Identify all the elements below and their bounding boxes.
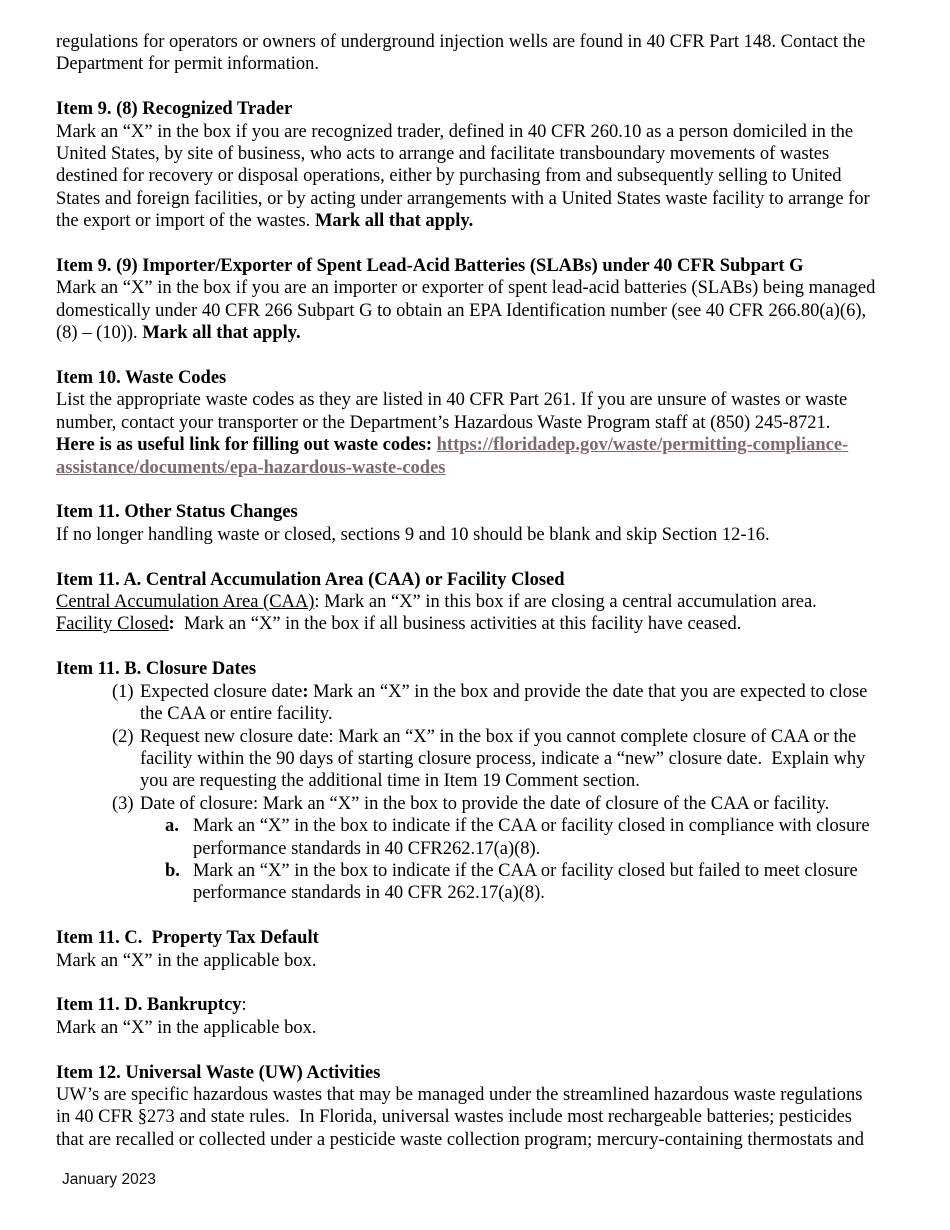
item-9-9-body [56, 277, 880, 344]
item-11b-heading: Item 11. B. Closure Dates [56, 659, 257, 680]
item-11-text: If no longer handling waste or closed, sections 9 and 10 should be blank and skip Section 12-16. [56, 524, 770, 545]
item-11a-caa-label: Central Accumulation Area (CAA) [56, 592, 315, 613]
item-9-8-bold-tail: Mark all that apply. [314, 211, 474, 232]
item-9-9-text: Mark an “X” in the box if you are an importer or exporter of spent lead-acid batteries (SLABs) being managed domestically under 40 CFR 266 Subpart G to obtain an EPA Identification number (see 40 CFR 266.80(a)(6), (8) – (10)). [56, 278, 880, 344]
item-11d-body [56, 1017, 880, 1039]
closure-date-item-3-text [140, 793, 880, 815]
closure-date-item-1-lead: Expected closure date [140, 681, 303, 702]
item-11c-text: Mark an “X” in the applicable box. [56, 950, 317, 971]
closure-subitem-a [56, 815, 880, 860]
item-9-9-heading: Item 9. (9) Importer/Exporter of Spent Lead-Acid Batteries (SLABs) under 40 CFR Subpart G [56, 256, 804, 277]
section-item-11c [56, 927, 880, 972]
list-marker: (3) [112, 793, 134, 814]
closure-subitem-a-rest: Mark an “X” in the box to indicate if the CAA or facility closed in compliance with closure performance standards in 40 CFR262.17(a)(8). [193, 816, 875, 859]
item-12-body [56, 1084, 880, 1151]
item-9-8-text: Mark an “X” in the box if you are recognized trader, defined in 40 CFR 260.10 as a person domiciled in the United States, by site of business, who acts to arrange and facilitate transboundary movements of wastes destined for recovery or disposal operations, either by purchasing from and subsequently selling to United States and foreign facilities, or by acting under arrangements with a United States waste facility to arrange for the export or import of the wastes. [56, 121, 875, 232]
closure-sublist [56, 815, 880, 905]
waste-codes-link[interactable]: https://floridadep.gov/waste/permitting-compliance-assistance/documents/epa-hazardous-waste-codes [56, 435, 849, 478]
closure-date-item-2-text [140, 726, 880, 793]
list-marker: b. [165, 860, 180, 881]
item-11a-closed-text: Mark an “X” in the box if all business activities at this facility have ceased. [174, 614, 742, 635]
item-12-text: UW’s are specific hazardous wastes that may be managed under the streamlined hazardous waste regulations in 40 CFR §273 and state rules. In Florida, universal wastes include most rechargeable batteries; pesticides that are recalled or collected under a pesticide waste collection program; mercury-containing thermostats and [56, 1084, 868, 1150]
item-11a-closed-line [56, 613, 880, 635]
item-9-8-body [56, 121, 880, 233]
closure-date-item-3 [56, 793, 880, 815]
item-11d-heading-text: Item 11. D. Bankruptcy [56, 995, 242, 1016]
closure-date-item-3-rest: Date of closure: Mark an “X” in the box to provide the date of closure of the CAA or facility. [140, 793, 830, 814]
item-11a-caa-text: : Mark an “X” in this box if are closing a central accumulation area. [314, 592, 817, 613]
section-item-12 [56, 1062, 880, 1152]
closure-date-item-2 [56, 726, 880, 793]
item-9-8-heading: Item 9. (8) Recognized Trader [56, 99, 293, 120]
item-10-body [56, 389, 880, 434]
item-11a-closed-colon: : [168, 614, 175, 635]
item-9-9-bold-tail: Mark all that apply. [142, 323, 301, 344]
item-11-heading: Item 11. Other Status Changes [56, 502, 298, 523]
intro-paragraph [56, 31, 880, 76]
closure-subitem-b [56, 860, 880, 905]
intro-text: regulations for operators or owners of underground injection wells are found in 40 CFR Part 148. Contact the Department for permit information. [56, 32, 871, 75]
item-11d-heading-colon: : [241, 995, 247, 1016]
item-11a-heading: Item 11. A. Central Accumulation Area (CAA) or Facility Closed [56, 569, 565, 590]
closure-subitem-b-text [193, 860, 880, 905]
section-item-11d [56, 994, 880, 1039]
item-11c-heading: Item 11. C. Property Tax Default [56, 928, 319, 949]
closure-subitem-b-rest: Mark an “X” in the box to indicate if the CAA or facility closed but failed to meet closure performance standards in 40 CFR 262.17(a)(8). [193, 860, 863, 904]
closure-date-item-1-rest: Mark an “X” in the box and provide the date that you are expected to close the CAA or entire facility. [140, 681, 873, 725]
section-item-11a [56, 569, 880, 636]
footer-date: January 2023 [62, 1171, 156, 1189]
section-item-9-9 [56, 255, 880, 345]
section-item-11b [56, 658, 880, 904]
item-11a-caa-line [56, 591, 880, 613]
item-11-body [56, 524, 880, 546]
item-10-link-lead: Here is as useful link for filling out waste codes: [56, 435, 437, 456]
section-item-11 [56, 501, 880, 546]
list-marker: a. [165, 816, 179, 837]
closure-dates-list [56, 681, 880, 815]
section-item-9-8 [56, 98, 880, 232]
closure-date-item-1-colon: : [302, 681, 309, 702]
item-10-link-line [56, 434, 880, 479]
item-11d-text: Mark an “X” in the applicable box. [56, 1017, 317, 1038]
list-marker: (1) [112, 681, 134, 702]
item-10-text: List the appropriate waste codes as they are listed in 40 CFR Part 261. If you are unsure of wastes or waste number, contact your transporter or the Department’s Hazardous Waste Program staff at (850) 245-8721. [56, 390, 852, 433]
list-marker: (2) [112, 726, 134, 747]
section-item-10 [56, 367, 880, 479]
item-11d-heading [56, 994, 880, 1016]
closure-date-item-1-text [140, 681, 880, 726]
item-12-heading: Item 12. Universal Waste (UW) Activities [56, 1062, 381, 1083]
closure-subitem-a-text [193, 815, 880, 860]
item-11c-body [56, 950, 880, 972]
item-11a-closed-label: Facility Closed [56, 614, 169, 635]
item-10-heading: Item 10. Waste Codes [56, 368, 227, 389]
closure-date-item-1 [56, 681, 880, 726]
closure-date-item-2-rest: Request new closure date: Mark an “X” in the box if you cannot complete closure of CAA or the facility within the 90 days of starting closure process, indicate a “new” closure date. Explain why you are requesting the additional time in Item 19 Comment section. [140, 726, 871, 792]
